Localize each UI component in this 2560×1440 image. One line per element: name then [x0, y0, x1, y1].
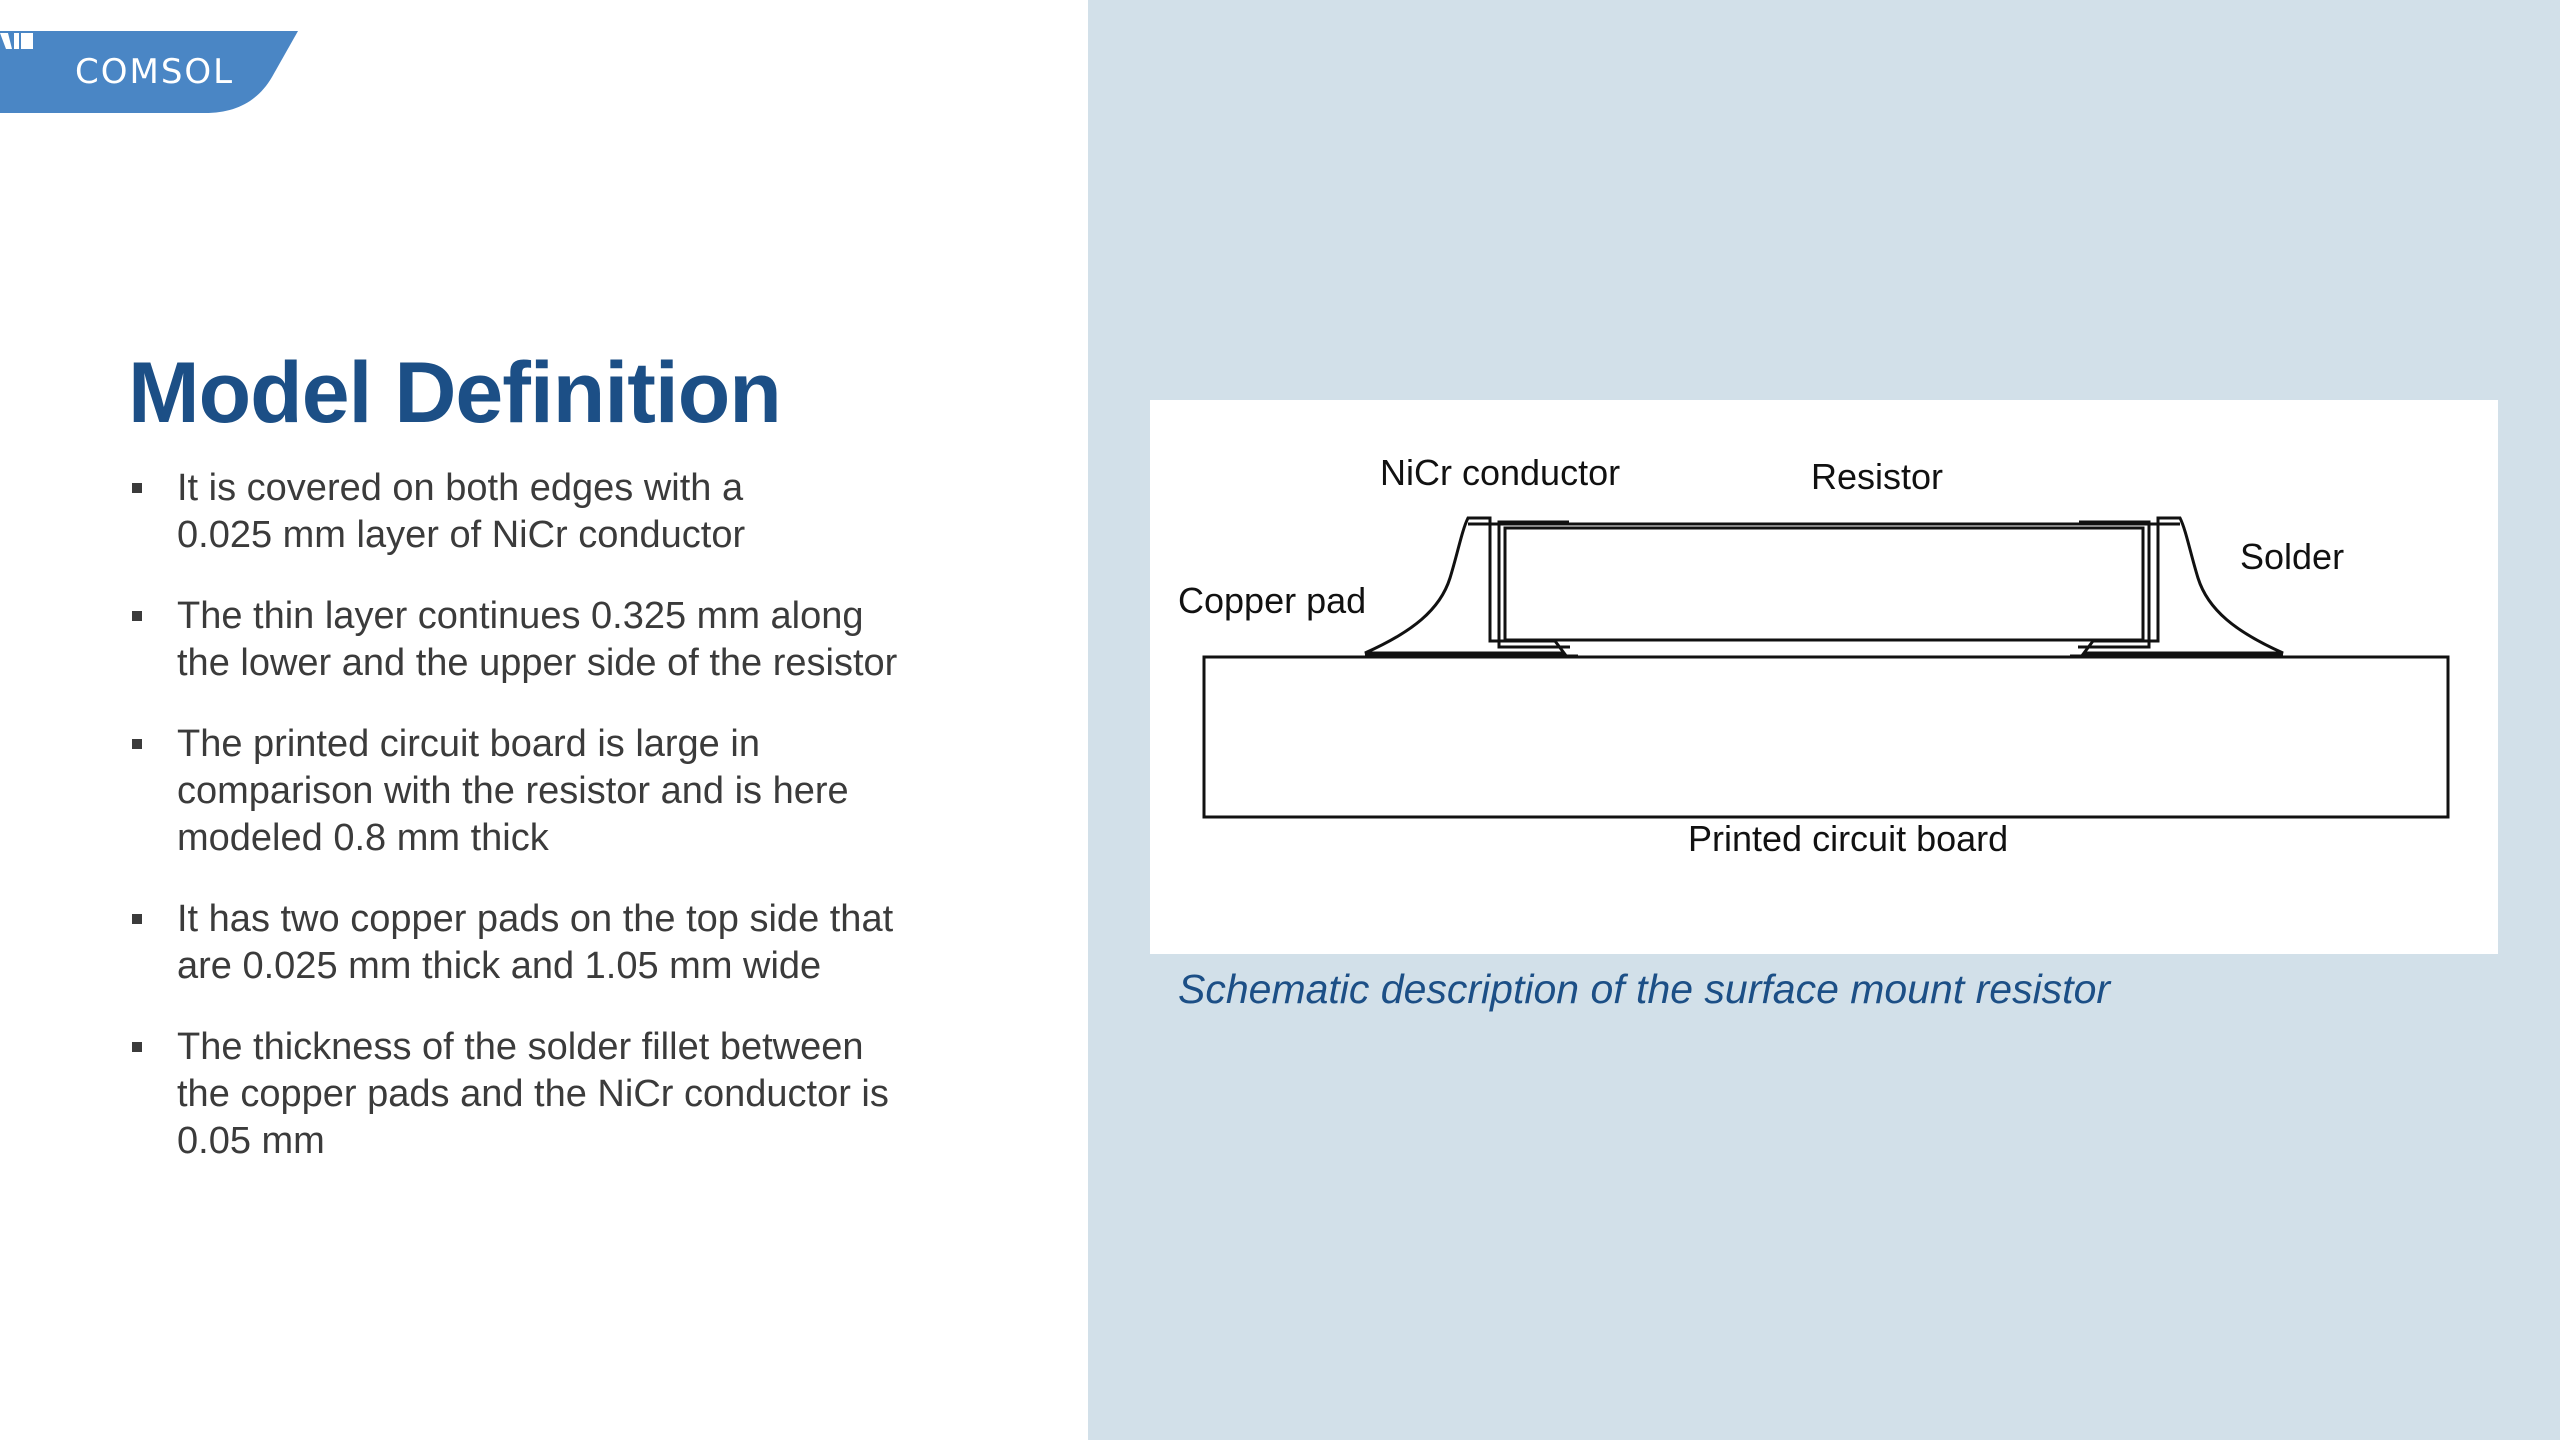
figure-caption: Schematic description of the surface mount resistor — [1178, 966, 2111, 1012]
bullet-marker — [132, 739, 142, 749]
bullet-text: The thin layer continues 0.325 mm along the lower and the upper side of the resistor — [177, 595, 898, 684]
label-copper-pad: Copper pad — [1178, 580, 1367, 621]
bullet-marker — [132, 914, 142, 924]
bullet-text: The printed circuit board is large in comparison with the resistor and is here modeled 0.8 mm thick — [177, 723, 849, 859]
bullet-marker — [132, 611, 142, 621]
page-title: Model Definition — [128, 345, 781, 441]
label-solder: Solder — [2240, 536, 2345, 577]
label-nicr-conductor: NiCr conductor — [1380, 452, 1621, 493]
bullet-item — [128, 896, 968, 990]
bullet-marker — [132, 483, 142, 493]
comsol-logo-icon — [0, 31, 36, 51]
bullet-item — [128, 1024, 968, 1165]
bullet-text: It has two copper pads on the top side that are 0.025 mm thick and 1.05 mm wide — [177, 898, 894, 987]
nicr-left — [1499, 522, 1570, 647]
bullet-text: The thickness of the solder fillet between the copper pads and the NiCr conductor is 0.05 mm — [177, 1026, 889, 1162]
label-printed-circuit-board: Printed circuit board — [1688, 818, 2009, 859]
nicr-right — [2078, 522, 2149, 647]
solder-left — [1365, 518, 1564, 653]
resistor-body — [1505, 528, 2143, 640]
pcb-outline — [1204, 657, 2448, 817]
bullet-list — [128, 465, 968, 1199]
comsol-logo — [0, 31, 300, 113]
bullet-item — [128, 721, 968, 862]
bullet-item — [128, 465, 968, 559]
bullet-item — [128, 593, 968, 687]
label-resistor: Resistor — [1811, 456, 1944, 497]
logo-text: COMSOL — [75, 52, 235, 92]
schematic-figure — [1150, 400, 2498, 954]
bullet-text: It is covered on both edges with a 0.025 mm layer of NiCr conductor — [177, 467, 746, 556]
bullet-marker — [132, 1042, 142, 1052]
